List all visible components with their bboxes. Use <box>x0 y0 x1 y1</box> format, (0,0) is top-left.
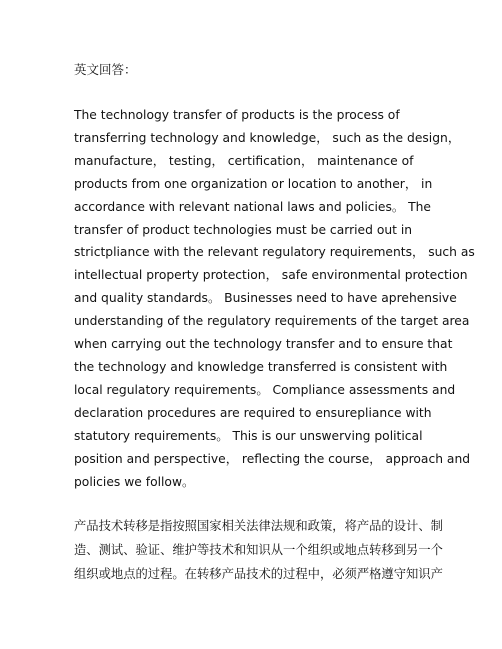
paragraph-line: strictpliance with the relevant regulatory requirements， such as <box>74 245 475 260</box>
paragraph-line: 产品技术转移是指按照国家相关法律法规和政策，将产品的设计、制 <box>74 519 443 533</box>
paragraph-line: products from one organization or location to another， in <box>74 176 433 191</box>
paragraph-line: transferring technology and knowledge， such as the design， <box>74 130 461 145</box>
paragraph-line: 造、测试、验证、维护等技术和知识从一个组织或地点转移到另一个 <box>74 543 443 557</box>
paragraph-line: declaration procedures are required to ensurepliance with <box>74 405 432 420</box>
paragraph-line: transfer of product technologies must be carried out in <box>74 222 413 237</box>
paragraph-line: local regulatory requirements。 Compliance assessments and <box>74 382 456 397</box>
paragraph-line: 组织或地点的过程。在转移产品技术的过程中，必须严格遵守知识产 <box>74 567 443 581</box>
paragraph-line: and quality standards。 Businesses need to have aprehensive <box>74 291 457 306</box>
paragraph-line: when carrying out the technology transfer and to ensure that <box>74 337 453 352</box>
paragraph-line: the technology and knowledge transferred is consistent with <box>74 359 448 374</box>
section-heading: 英文回答： <box>74 62 137 77</box>
paragraph-line: policies we follow。 <box>74 474 195 489</box>
paragraph-line: The technology transfer of products is the process of <box>74 108 400 122</box>
paragraph-line: statutory requirements。 This is our unswerving political <box>74 428 423 443</box>
paragraph-line: position and perspective， reflecting the course， approach and <box>74 451 471 466</box>
english-paragraph <box>74 104 475 493</box>
paragraph-line: manufacture， testing， certification， maintenance of <box>74 153 414 168</box>
chinese-paragraph <box>74 514 443 586</box>
paragraph-line: understanding of the regulatory requirements of the target area <box>74 314 470 329</box>
paragraph-line: accordance with relevant national laws and policies。 The <box>74 199 431 214</box>
paragraph-line: intellectual property protection， safe environmental protection <box>74 268 468 283</box>
